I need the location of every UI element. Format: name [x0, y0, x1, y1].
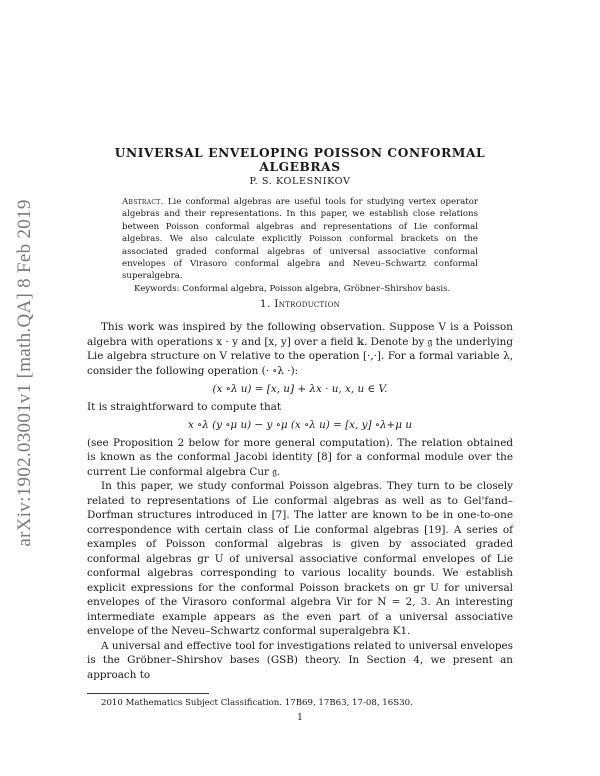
author-name: P. S. KOLESNIKOV: [249, 176, 351, 187]
footnote-rule: [87, 693, 209, 694]
abstract-text: Lie conformal algebras are useful tools for studying vertex operator algebras and their representations. In this paper, we establish close relations between Poisson conformal algebras and representations of Lie conformal algebras. We also calculate explicitly Poisson conformal brackets on the associated graded conformal algebras of universal associative conformal envelopes of Virasoro conformal algebra and Neveu–Schwartz conformal superalgebra.: [122, 197, 478, 282]
paragraph-1: This work was inspired by the following observation. Suppose V is a Poisson algebra with operations x · y and [x, y] over a field 𝕜. Denote by 𝔤 the underlying Lie algebra structure on V relative to the operation [·,·]. For a formal variable λ, consider the following operation (· ∘λ ·):: [87, 321, 513, 377]
paragraph-3: (see Proposition 2 below for more general computation). The relation obtained is known as the conformal Jacobi identity [8] for a conformal module over the current Lie conformal algebra Cur 𝔤.: [87, 436, 513, 478]
page-number: 1: [297, 713, 303, 723]
section-heading: 1. Introduction: [259, 298, 341, 310]
keywords: Keywords: Conformal algebra, Poisson algebra, Gröbner–Shirshov basis.: [134, 283, 451, 294]
arxiv-id-text: arXiv:1902.03001v1 [math.QA] 8 Feb 2019: [14, 199, 35, 547]
paragraph-2: It is straightforward to compute that: [87, 400, 282, 413]
abstract-body: [122, 196, 478, 283]
abstract-heading: Abstract.: [122, 197, 164, 207]
abstract: [122, 196, 478, 295]
paragraph-5: A universal and effective tool for investigations related to universal envelopes is the Gröbner–Shirshov bases (GSB) theory. In Section 4, we present an approach to: [87, 639, 513, 681]
equation-1: (x ∘λ u) = [x, u] + λx · u, x, u ∈ V.: [212, 383, 388, 395]
equation-2: x ∘λ (y ∘μ u) − y ∘μ (x ∘λ u) = [x, y] ∘λ+μ u: [187, 419, 413, 431]
arxiv-side-label: [10, 178, 40, 568]
body-text: [87, 320, 513, 682]
paragraph-4: In this paper, we study conformal Poisson algebras. They turn to be closely related to representations of Lie conformal algebras as well as to Gel'fand–Dorfman structures introduced in [7]. The latter are known to be in one-to-one correspondence with certain class of Lie conformal algebras [19]. A series of examples of Poisson conformal algebras is given by associated graded conformal algebras gr U of universal associative conformal envelopes of Lie conformal algebras corresponding to various locality bounds. We establish explicit expressions for the conformal Poisson brackets on gr U for universal envelopes of the Virasoro conformal algebra Vir for N = 2, 3. An interesting intermediate example appears as the even part of a universal associative envelope of the Neveu–Schwartz conformal superalgebra K1.: [87, 480, 513, 637]
paper-title: UNIVERSAL ENVELOPING POISSON CONFORMAL ALGEBRAS: [114, 146, 486, 174]
footnote: 2010 Mathematics Subject Classification. 17B69, 17B63, 17-08, 16S30.: [101, 698, 413, 708]
